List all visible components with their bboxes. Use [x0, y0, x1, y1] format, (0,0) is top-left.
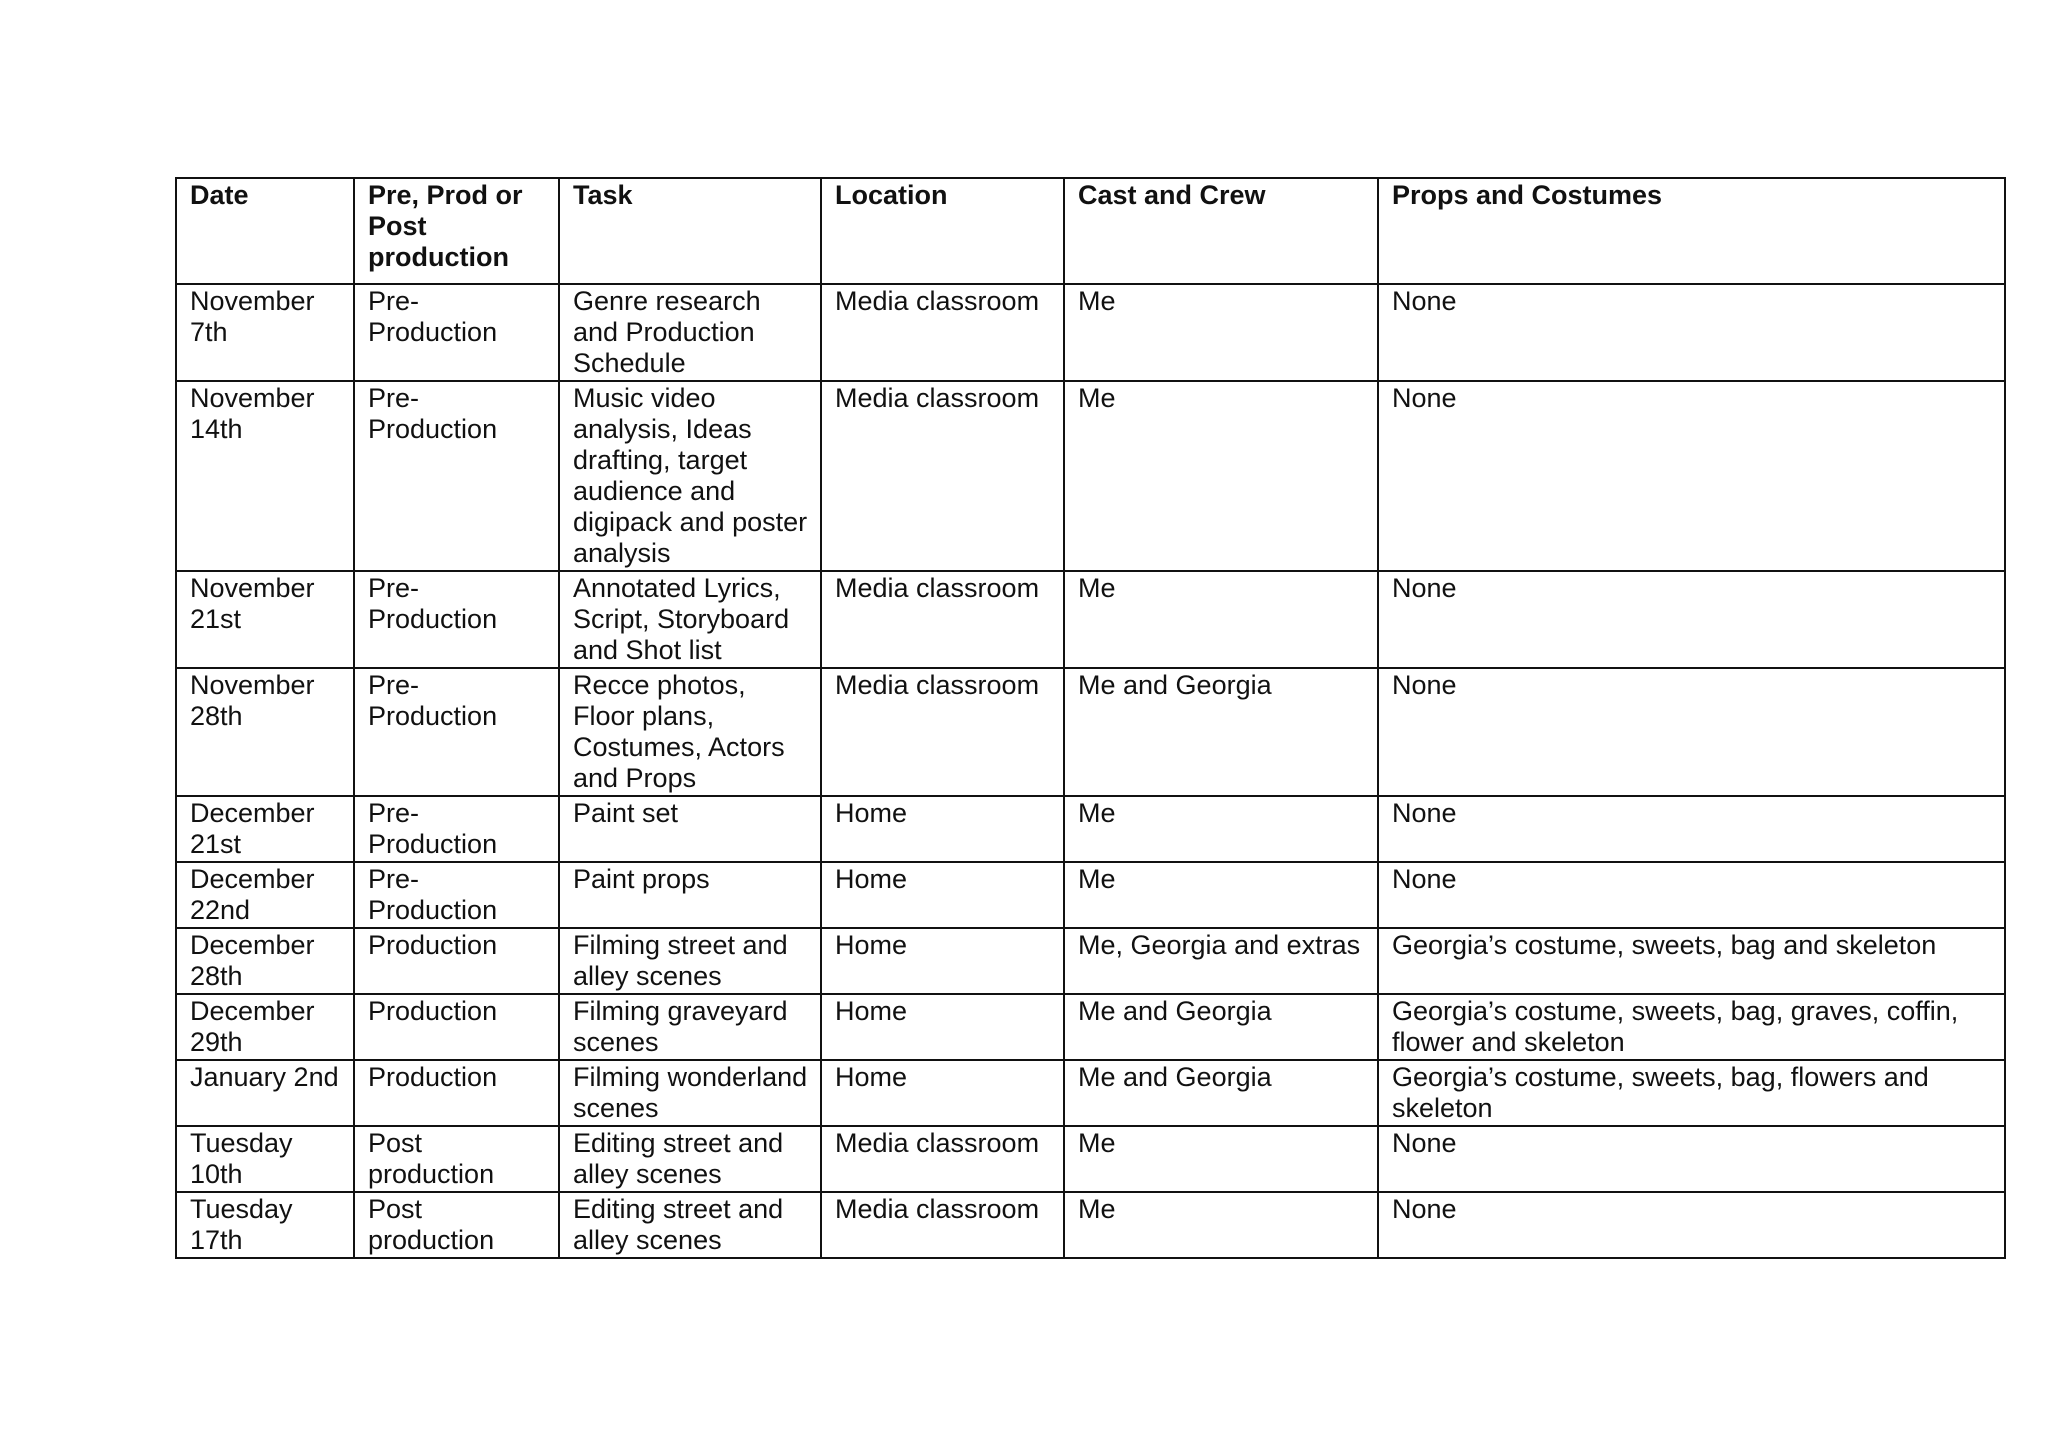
cell-cast: Me: [1064, 1126, 1378, 1192]
cell-cast: Me and Georgia: [1064, 994, 1378, 1060]
cell-props: Georgia’s costume, sweets, bag and skeleton: [1378, 928, 2005, 994]
cell-cast: Me: [1064, 381, 1378, 571]
cell-stage: Production: [354, 1060, 559, 1126]
cell-date: Tuesday 10th: [176, 1126, 354, 1192]
cell-props: None: [1378, 571, 2005, 668]
cell-stage: Production: [354, 928, 559, 994]
table-row: [176, 381, 2005, 571]
table-row: [176, 1192, 2005, 1258]
cell-props: None: [1378, 862, 2005, 928]
cell-cast: Me: [1064, 796, 1378, 862]
cell-stage: Pre-Production: [354, 668, 559, 796]
cell-props: Georgia’s costume, sweets, bag, flowers and skeleton: [1378, 1060, 2005, 1126]
cell-props: None: [1378, 1192, 2005, 1258]
cell-task: Filming graveyard scenes: [559, 994, 821, 1060]
table-row: [176, 1126, 2005, 1192]
cell-date: December 28th: [176, 928, 354, 994]
header-cast: Cast and Crew: [1064, 178, 1378, 284]
cell-task: Filming wonderland scenes: [559, 1060, 821, 1126]
cell-task: Recce photos, Floor plans, Costumes, Actors and Props: [559, 668, 821, 796]
cell-cast: Me, Georgia and extras: [1064, 928, 1378, 994]
cell-date: December 21st: [176, 796, 354, 862]
cell-stage: Pre-Production: [354, 796, 559, 862]
cell-cast: Me: [1064, 571, 1378, 668]
cell-task: Editing street and alley scenes: [559, 1126, 821, 1192]
header-location: Location: [821, 178, 1064, 284]
table-header-row: [176, 178, 2005, 284]
cell-task: Filming street and alley scenes: [559, 928, 821, 994]
cell-task: Genre research and Production Schedule: [559, 284, 821, 381]
cell-date: November 21st: [176, 571, 354, 668]
cell-location: Media classroom: [821, 284, 1064, 381]
table-row: [176, 1060, 2005, 1126]
header-props: Props and Costumes: [1378, 178, 2005, 284]
cell-props: None: [1378, 381, 2005, 571]
cell-date: December 29th: [176, 994, 354, 1060]
cell-task: Music video analysis, Ideas drafting, target audience and digipack and poster analysis: [559, 381, 821, 571]
cell-location: Media classroom: [821, 1126, 1064, 1192]
cell-props: None: [1378, 284, 2005, 381]
cell-date: November 14th: [176, 381, 354, 571]
cell-cast: Me: [1064, 862, 1378, 928]
cell-cast: Me and Georgia: [1064, 668, 1378, 796]
cell-date: Tuesday 17th: [176, 1192, 354, 1258]
production-schedule-table: [175, 177, 2006, 1259]
cell-props: None: [1378, 796, 2005, 862]
cell-props: None: [1378, 1126, 2005, 1192]
cell-cast: Me: [1064, 284, 1378, 381]
cell-stage: Pre-Production: [354, 862, 559, 928]
cell-stage: Post production: [354, 1192, 559, 1258]
cell-stage: Post production: [354, 1126, 559, 1192]
cell-task: Paint set: [559, 796, 821, 862]
cell-stage: Production: [354, 994, 559, 1060]
header-task: Task: [559, 178, 821, 284]
cell-location: Media classroom: [821, 668, 1064, 796]
cell-date: November 7th: [176, 284, 354, 381]
cell-date: December 22nd: [176, 862, 354, 928]
cell-props: None: [1378, 668, 2005, 796]
cell-stage: Pre-Production: [354, 571, 559, 668]
table-row: [176, 994, 2005, 1060]
cell-task: Paint props: [559, 862, 821, 928]
cell-task: Annotated Lyrics, Script, Storyboard and Shot list: [559, 571, 821, 668]
cell-location: Home: [821, 994, 1064, 1060]
cell-location: Media classroom: [821, 571, 1064, 668]
cell-location: Media classroom: [821, 1192, 1064, 1258]
cell-date: January 2nd: [176, 1060, 354, 1126]
cell-cast: Me and Georgia: [1064, 1060, 1378, 1126]
cell-props: Georgia’s costume, sweets, bag, graves, coffin, flower and skeleton: [1378, 994, 2005, 1060]
cell-location: Home: [821, 1060, 1064, 1126]
cell-task: Editing street and alley scenes: [559, 1192, 821, 1258]
table-row: [176, 284, 2005, 381]
header-date: Date: [176, 178, 354, 284]
table-row: [176, 796, 2005, 862]
table-row: [176, 928, 2005, 994]
header-stage: Pre, Prod or Post production: [354, 178, 559, 284]
cell-location: Media classroom: [821, 381, 1064, 571]
cell-stage: Pre-Production: [354, 381, 559, 571]
table-row: [176, 862, 2005, 928]
cell-cast: Me: [1064, 1192, 1378, 1258]
cell-location: Home: [821, 796, 1064, 862]
table-row: [176, 668, 2005, 796]
cell-date: November 28th: [176, 668, 354, 796]
cell-location: Home: [821, 862, 1064, 928]
table-row: [176, 571, 2005, 668]
cell-stage: Pre-Production: [354, 284, 559, 381]
cell-location: Home: [821, 928, 1064, 994]
